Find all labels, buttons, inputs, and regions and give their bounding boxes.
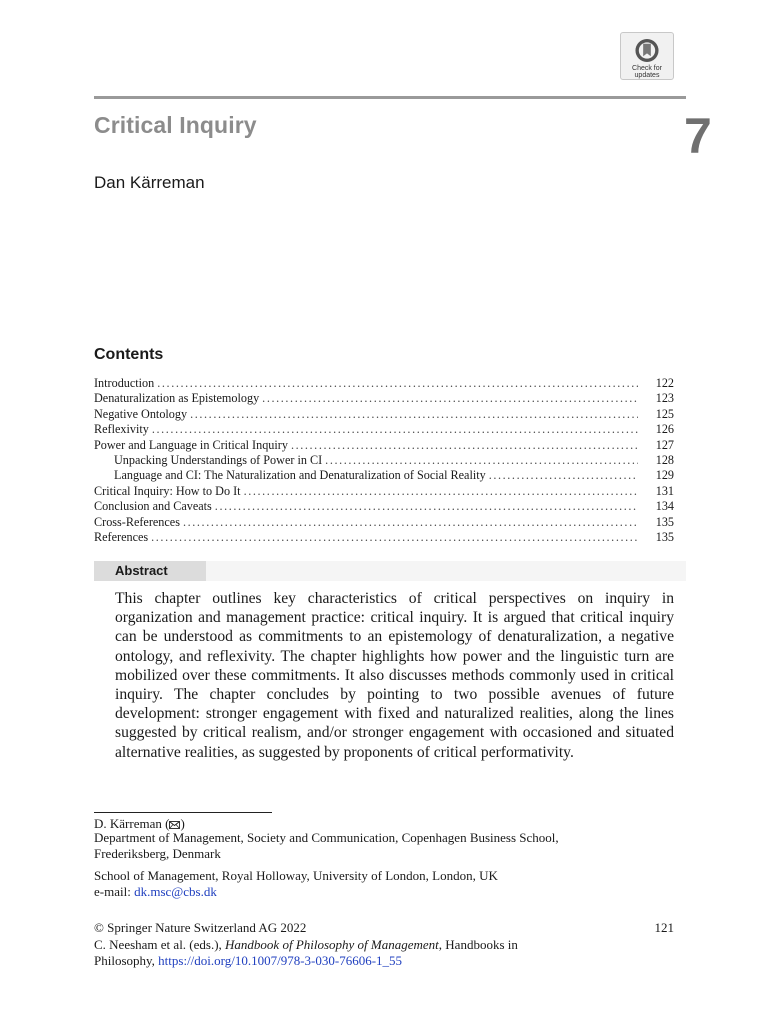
toc-entry-label: Cross-References	[94, 514, 180, 529]
toc-entry[interactable]	[94, 515, 674, 530]
table-of-contents	[94, 376, 674, 545]
toc-entry-page: 123	[655, 391, 674, 406]
affiliation-city: Frederiksberg, Denmark	[94, 846, 221, 861]
toc-leader-dots	[152, 422, 638, 437]
toc-entry-page: 135	[655, 529, 674, 544]
toc-leader-dots	[489, 468, 638, 483]
paren-open: (	[165, 816, 170, 831]
copyright-line: © Springer Nature Switzerland AG 2022	[94, 920, 307, 935]
affiliation-dept: Department of Management, Society and Communication, Copenhagen Business School,	[94, 830, 559, 845]
toc-leader-dots	[151, 530, 638, 545]
citation-suffix: , Handbooks in	[438, 936, 518, 952]
toc-leader-dots	[157, 376, 638, 391]
toc-leader-dots	[262, 391, 638, 406]
toc-entry-page: 126	[655, 422, 674, 437]
toc-entry[interactable]	[94, 453, 674, 468]
toc-entry[interactable]	[94, 468, 674, 483]
chapter-title: Critical Inquiry	[94, 112, 257, 138]
citation-line	[94, 937, 674, 954]
toc-entry-page: 125	[655, 406, 674, 421]
toc-entry[interactable]	[94, 484, 674, 499]
author-name: Dan Kärreman	[94, 173, 205, 192]
toc-entry-label: References	[94, 529, 149, 544]
toc-entry-page: 122	[655, 376, 674, 390]
toc-entry-label: Power and Language in Critical Inquiry	[94, 437, 288, 452]
header-rule	[94, 96, 686, 99]
affiliation-school2: School of Management, Royal Holloway, University of London, London, UK	[94, 868, 498, 883]
toc-leader-dots	[244, 484, 638, 499]
paren-close: )	[180, 816, 185, 831]
page-number: 121	[654, 920, 674, 935]
toc-entry-page: 135	[655, 514, 674, 529]
toc-leader-dots	[215, 499, 638, 514]
toc-entry-label: Critical Inquiry: How to Do It	[94, 483, 241, 498]
affiliation-author-name: D. Kärreman	[94, 816, 162, 831]
citation-line-2	[94, 953, 674, 970]
toc-entry-page: 134	[655, 499, 674, 514]
toc-entry-page: 131	[655, 483, 674, 498]
toc-leader-dots	[183, 515, 638, 530]
toc-entry[interactable]	[94, 422, 674, 437]
check-for-updates-badge[interactable]	[620, 32, 674, 80]
email-link[interactable]: dk.msc@cbs.dk	[134, 884, 217, 899]
toc-entry[interactable]	[94, 376, 674, 391]
toc-entry[interactable]	[94, 438, 674, 453]
footer-citation	[94, 920, 674, 970]
toc-entry-page: 128	[655, 452, 674, 467]
toc-leader-dots	[190, 407, 638, 422]
doi-link[interactable]: https://doi.org/10.1007/978-3-030-76606-1_55	[158, 953, 403, 968]
toc-entry-label: Introduction	[94, 376, 155, 390]
email-label: e-mail:	[94, 884, 135, 899]
contents-heading: Contents	[94, 346, 164, 363]
citation-line2-prefix: Philosophy,	[94, 953, 159, 968]
toc-leader-dots	[291, 438, 638, 453]
footnote-rule	[94, 812, 272, 813]
toc-entry-label: Negative Ontology	[94, 406, 188, 421]
toc-entry[interactable]	[94, 391, 674, 406]
toc-entry-label: Reflexivity	[94, 422, 149, 437]
affiliation-email-line	[94, 884, 694, 901]
badge-label: Check for updates	[632, 65, 662, 79]
toc-entry[interactable]	[94, 499, 674, 514]
toc-entry[interactable]	[94, 407, 674, 422]
toc-entry-page: 129	[655, 468, 674, 483]
toc-entry-label: Unpacking Understandings of Power in CI	[114, 452, 323, 467]
citation-prefix: C. Neesham et al. (eds.),	[94, 936, 226, 952]
toc-entry-label: Language and CI: The Naturalization and Denaturalization of Social Reality	[114, 468, 486, 483]
toc-entry-page: 127	[655, 437, 674, 452]
book-title: Handbook of Philosophy of Management	[225, 936, 439, 952]
toc-leader-dots	[325, 453, 638, 468]
abstract-rule	[206, 561, 686, 581]
bookmark-icon	[634, 38, 660, 63]
toc-entry[interactable]	[94, 530, 674, 545]
mail-icon[interactable]	[169, 821, 180, 829]
abstract-label: Abstract	[115, 563, 168, 578]
toc-entry-label: Conclusion and Caveats	[94, 499, 212, 514]
chapter-number: 7	[684, 108, 712, 164]
toc-entry-label: Denaturalization as Epistemology	[94, 391, 260, 406]
abstract-text: This chapter outlines key characteristics of critical perspectives on inquiry in organization and management practice: critical inquiry. It is argued that critical inquiry can be understood as commitments to an epistemology of denaturalization, a negative ontology, and reflexivity. The chapter highlights how power and the linguistic turn are mobilized over these commitments. It also discusses methods commonly used in critical inquiry. The chapter concludes by pointing to two possible avenues of future development: stronger engagement with fixed and naturalized realities, along the lines suggested by critical realism, and/or stronger engagement with occasioned and situated alternative realities, as suggested by proponents of critical performativity.	[115, 590, 674, 761]
